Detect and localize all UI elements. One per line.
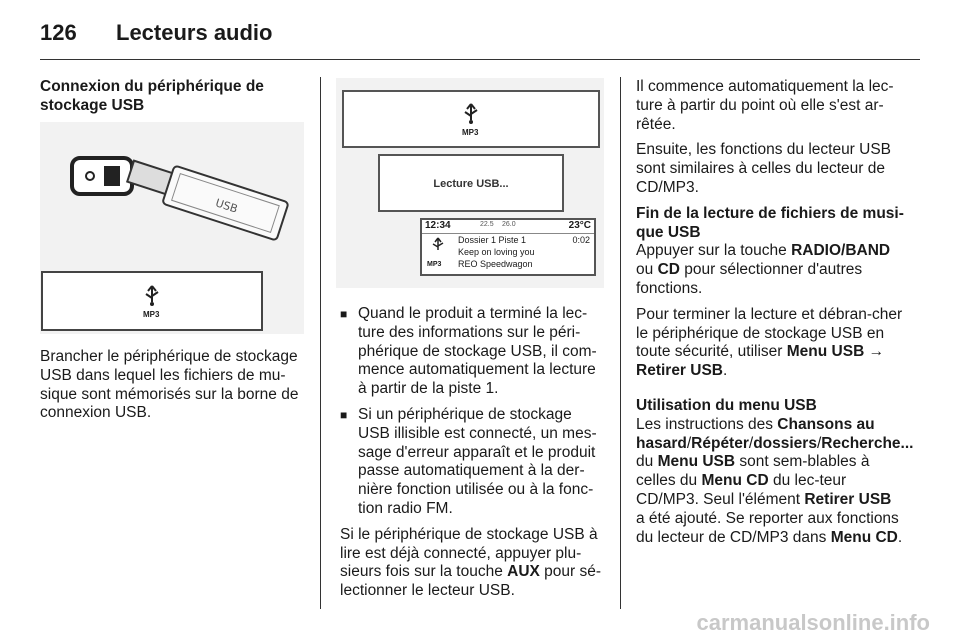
freq-1: 22.5 [480, 221, 494, 228]
section-heading-usb-menu: Utilisation du menu USB [636, 396, 817, 414]
temperature: 23°C [568, 220, 591, 231]
usb-plug-drawing [40, 122, 304, 334]
usb-display-illustration [336, 78, 604, 288]
page-header [40, 14, 920, 54]
track-elapsed: 0:02 [572, 235, 590, 245]
column-3 [636, 78, 914, 554]
radio-band-key: RADIO/BAND [791, 242, 891, 260]
freq-2: 26.0 [502, 221, 516, 228]
paragraph-resume: Il commence automatiquement la lec-ture à partir du point où elle s'est ar-rêtée. [636, 78, 894, 133]
display-screen-mp3 [342, 90, 600, 148]
track-artist: REO Speedwagon [458, 259, 533, 269]
section-heading-usb-connection: Connexion du périphérique de stockage USB [40, 78, 264, 114]
paragraph-remove-usb: Pour terminer la lecture et débran-cher le périphérique de stockage USB en toute sécurité, utiliser Menu USB → Retirer USB. [636, 305, 903, 380]
page-title: Lecteurs audio [116, 20, 273, 45]
header-rule [40, 59, 920, 60]
column-1 [40, 78, 304, 116]
mp3-label: MP3 [462, 128, 479, 137]
cd-key: CD [657, 261, 680, 279]
paragraph-usb-menu: Les instructions des Chansons au hasard/Répéter/dossiers/Recherche... du Menu USB sont sem-blables à celles du Menu CD du lec-teur CD/MP3. Seul l'élément Retirer USB a été ajouté. Se reporter aux fonctions du lecteur de CD/MP3 dans Menu CD. [636, 415, 914, 546]
paragraph-similar-functions: Ensuite, les fonctions du lecteur USB sont similaires à celles du lecteur de CD/MP3. [636, 141, 892, 196]
column-1-text [40, 348, 304, 430]
paragraph-aux: Si le périphérique de stockage USB à lire est déjà connecté, appuyer plu-sieurs fois sur la touche AUX pour sé-lectionner le lecteur USB. [340, 525, 602, 600]
mp3-label: MP3 [427, 261, 442, 268]
mp3-label: MP3 [143, 310, 160, 319]
watermark: carmanualsonline.info [696, 610, 930, 635]
reading-usb-text: Lecture USB... [433, 178, 509, 190]
bullet-unreadable-device: ■ Si un périphérique de stockage USB illisible est connecté, un mes-sage d'erreur apparaît et le produit passe automatiquement à la der-nière fonction utilisée ou à la fonc-tion radio FM. [340, 406, 604, 519]
section-heading-end-playback: Fin de la lecture de fichiers de musi-que USB [636, 204, 904, 241]
bullet-reading-complete: ■ Quand le produit a terminé la lec-ture des informations sur le péri-phérique de stockage USB, il com-mence automatiquement la lecture à partir de la piste 1. [340, 305, 604, 399]
usb-connection-illustration [40, 122, 304, 334]
page-number: 126 [40, 20, 77, 45]
column-divider-1 [320, 77, 321, 609]
paragraph-radio-band: Appuyer sur la touche RADIO/BAND ou CD pour sélectionner d'autres fonctions. [636, 242, 891, 297]
display-screen-reading [378, 154, 564, 212]
track-folder: Dossier 1 Piste 1 [458, 235, 527, 245]
track-title: Keep on loving you [458, 247, 535, 257]
column-2-text [340, 305, 604, 608]
usb-icon [344, 92, 598, 146]
column-divider-2 [620, 77, 621, 609]
usb-icon [428, 236, 448, 260]
aux-key: AUX [507, 563, 540, 581]
paragraph-connect-usb: Brancher le périphérique de stockage USB dans lequel les fichiers de mu-sique sont mémorisés sur la borne de connexion USB. [40, 348, 299, 422]
clock-time: 12:34 [425, 220, 451, 231]
svg-text:USB: USB [213, 196, 240, 216]
remove-usb-ref: Retirer USB [636, 362, 723, 380]
display-screen-playback [420, 218, 596, 276]
menu-usb-ref: Menu USB [786, 343, 865, 361]
status-bar [422, 220, 594, 234]
